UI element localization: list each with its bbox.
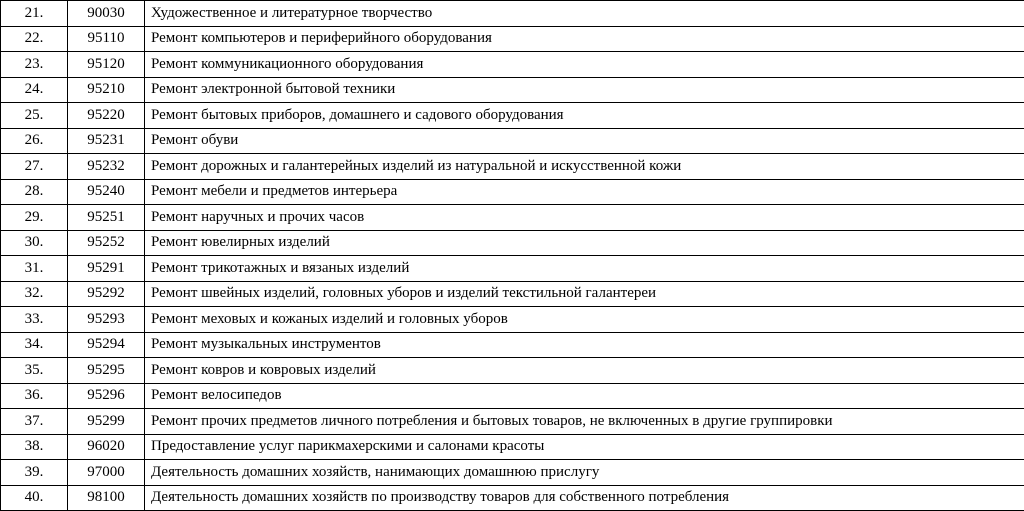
row-number: 39. <box>1 460 68 486</box>
table-row <box>1 383 1024 409</box>
row-number: 33. <box>1 307 68 333</box>
activity-code: 95299 <box>68 409 145 435</box>
activity-code: 95291 <box>68 256 145 282</box>
activity-name: Ремонт бытовых приборов, домашнего и садового оборудования <box>145 103 1024 129</box>
row-number: 37. <box>1 409 68 435</box>
row-number: 29. <box>1 205 68 231</box>
activity-name: Ремонт компьютеров и периферийного оборудования <box>145 26 1024 52</box>
activity-name: Ремонт электронной бытовой техники <box>145 77 1024 103</box>
activity-name: Ремонт трикотажных и вязаных изделий <box>145 256 1024 282</box>
activity-name: Ремонт обуви <box>145 128 1024 154</box>
table-row <box>1 128 1024 154</box>
activity-code: 95296 <box>68 383 145 409</box>
table-row <box>1 154 1024 180</box>
row-number: 21. <box>1 1 68 27</box>
activity-code: 95231 <box>68 128 145 154</box>
activity-name: Деятельность домашних хозяйств, нанимающих домашнюю прислугу <box>145 460 1024 486</box>
row-number: 36. <box>1 383 68 409</box>
row-number: 25. <box>1 103 68 129</box>
activity-code: 95110 <box>68 26 145 52</box>
table-row <box>1 358 1024 384</box>
table-row <box>1 281 1024 307</box>
row-number: 35. <box>1 358 68 384</box>
activity-code: 95240 <box>68 179 145 205</box>
activity-name: Художественное и литературное творчество <box>145 1 1024 27</box>
table-row <box>1 434 1024 460</box>
activity-code: 95295 <box>68 358 145 384</box>
activity-name: Ремонт дорожных и галантерейных изделий из натуральной и искусственной кожи <box>145 154 1024 180</box>
activity-code: 95292 <box>68 281 145 307</box>
table-row <box>1 460 1024 486</box>
row-number: 22. <box>1 26 68 52</box>
activity-code: 98100 <box>68 485 145 511</box>
activity-code: 90030 <box>68 1 145 27</box>
row-number: 34. <box>1 332 68 358</box>
table-row <box>1 485 1024 511</box>
table-row <box>1 77 1024 103</box>
activity-code: 97000 <box>68 460 145 486</box>
activity-name: Ремонт ювелирных изделий <box>145 230 1024 256</box>
table-row <box>1 307 1024 333</box>
table-row <box>1 332 1024 358</box>
row-number: 26. <box>1 128 68 154</box>
table-row <box>1 409 1024 435</box>
activity-code: 95220 <box>68 103 145 129</box>
activity-name: Ремонт швейных изделий, головных уборов и изделий текстильной галантереи <box>145 281 1024 307</box>
activity-code: 95252 <box>68 230 145 256</box>
row-number: 32. <box>1 281 68 307</box>
activity-name: Ремонт ковров и ковровых изделий <box>145 358 1024 384</box>
activity-code: 95210 <box>68 77 145 103</box>
activity-name: Ремонт наручных и прочих часов <box>145 205 1024 231</box>
table-row <box>1 1 1024 27</box>
table-row <box>1 103 1024 129</box>
row-number: 23. <box>1 52 68 78</box>
activity-name: Ремонт мебели и предметов интерьера <box>145 179 1024 205</box>
activity-name: Ремонт велосипедов <box>145 383 1024 409</box>
table-row <box>1 205 1024 231</box>
activity-name: Ремонт музыкальных инструментов <box>145 332 1024 358</box>
activity-code: 95120 <box>68 52 145 78</box>
activity-name: Ремонт меховых и кожаных изделий и головных уборов <box>145 307 1024 333</box>
table-row <box>1 179 1024 205</box>
row-number: 31. <box>1 256 68 282</box>
activity-name: Деятельность домашних хозяйств по производству товаров для собственного потребления <box>145 485 1024 511</box>
activity-code: 95232 <box>68 154 145 180</box>
row-number: 38. <box>1 434 68 460</box>
activity-code: 95251 <box>68 205 145 231</box>
row-number: 27. <box>1 154 68 180</box>
activity-name: Ремонт прочих предметов личного потребления и бытовых товаров, не включенных в другие группировки <box>145 409 1024 435</box>
activity-name: Предоставление услуг парикмахерскими и салонами красоты <box>145 434 1024 460</box>
row-number: 30. <box>1 230 68 256</box>
activity-code: 95293 <box>68 307 145 333</box>
table-body <box>1 1 1024 511</box>
activity-code: 95294 <box>68 332 145 358</box>
table-row <box>1 26 1024 52</box>
table-row <box>1 230 1024 256</box>
table-row <box>1 52 1024 78</box>
activity-code: 96020 <box>68 434 145 460</box>
row-number: 40. <box>1 485 68 511</box>
row-number: 28. <box>1 179 68 205</box>
row-number: 24. <box>1 77 68 103</box>
table-row <box>1 256 1024 282</box>
activity-name: Ремонт коммуникационного оборудования <box>145 52 1024 78</box>
